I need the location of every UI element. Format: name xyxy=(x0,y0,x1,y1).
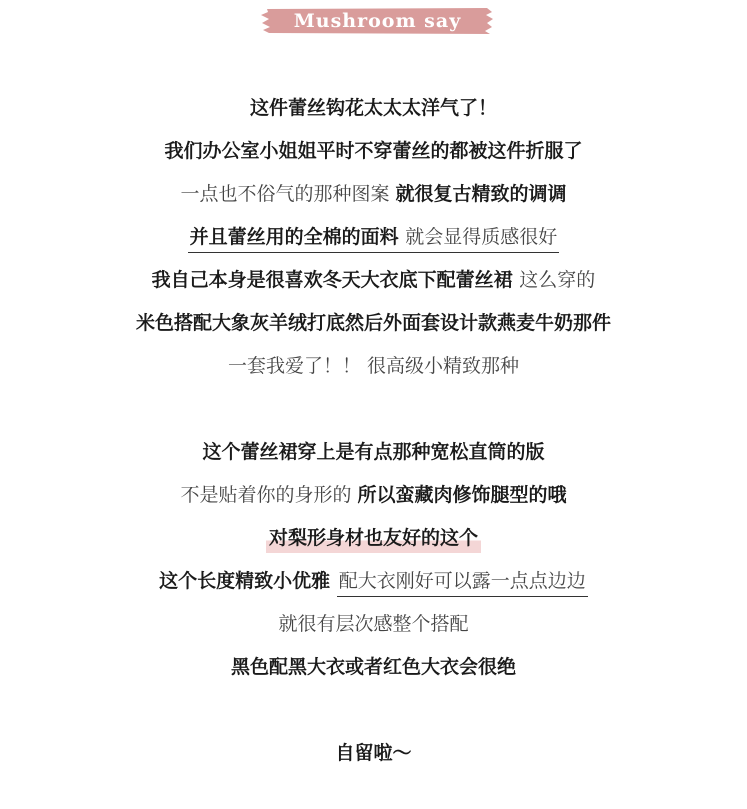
text-line: 这个蕾丝裙穿上是有点那种宽松直筒的版 xyxy=(202,441,545,463)
badge-title: Mushroom say xyxy=(293,9,462,32)
paragraph-spacer xyxy=(0,390,747,433)
paragraph-spacer xyxy=(0,691,747,734)
mushroom-say-badge xyxy=(261,6,494,35)
text-line: 一套我爱了！！ 很高级小精致那种 xyxy=(227,355,520,377)
text-line-closing: 自留啦～ xyxy=(335,742,412,764)
text-line: 一点也不俗气的那种图案 就很复古精致的调调 xyxy=(180,183,567,205)
text-line: 这个长度精致小优雅 配大衣刚好可以露一点点边边 xyxy=(0,562,747,605)
text-line-highlighted xyxy=(0,519,747,562)
text-line-underlined xyxy=(0,218,747,261)
text-line: 就很有层次感整个搭配 xyxy=(278,613,469,635)
text-line: 我自己本身是很喜欢冬天大衣底下配蕾丝裙 这么穿的 xyxy=(151,269,596,291)
article-text xyxy=(0,89,747,777)
text-line: 我们办公室小姐姐平时不穿蕾丝的都被这件折服了 xyxy=(164,140,583,162)
text-line: 不是贴着你的身形的 所以蛮藏肉修饰腿型的哦 xyxy=(180,484,567,506)
text-line: 黑色配黑大衣或者红色大衣会很绝 xyxy=(230,656,516,678)
highlighted-phrase: 对梨形身材也友好的这个 xyxy=(266,523,481,553)
text-line: 米色搭配大象灰羊绒打底然后外面套设计款燕麦牛奶那件 xyxy=(135,312,611,334)
underlined-phrase: 配大衣刚好可以露一点点边边 xyxy=(337,566,588,597)
text-line: 这件蕾丝钩花太太太洋气了！ xyxy=(249,97,497,119)
underlined-phrase: 并且蕾丝用的全棉的面料 就会显得质感很好 xyxy=(188,222,560,253)
